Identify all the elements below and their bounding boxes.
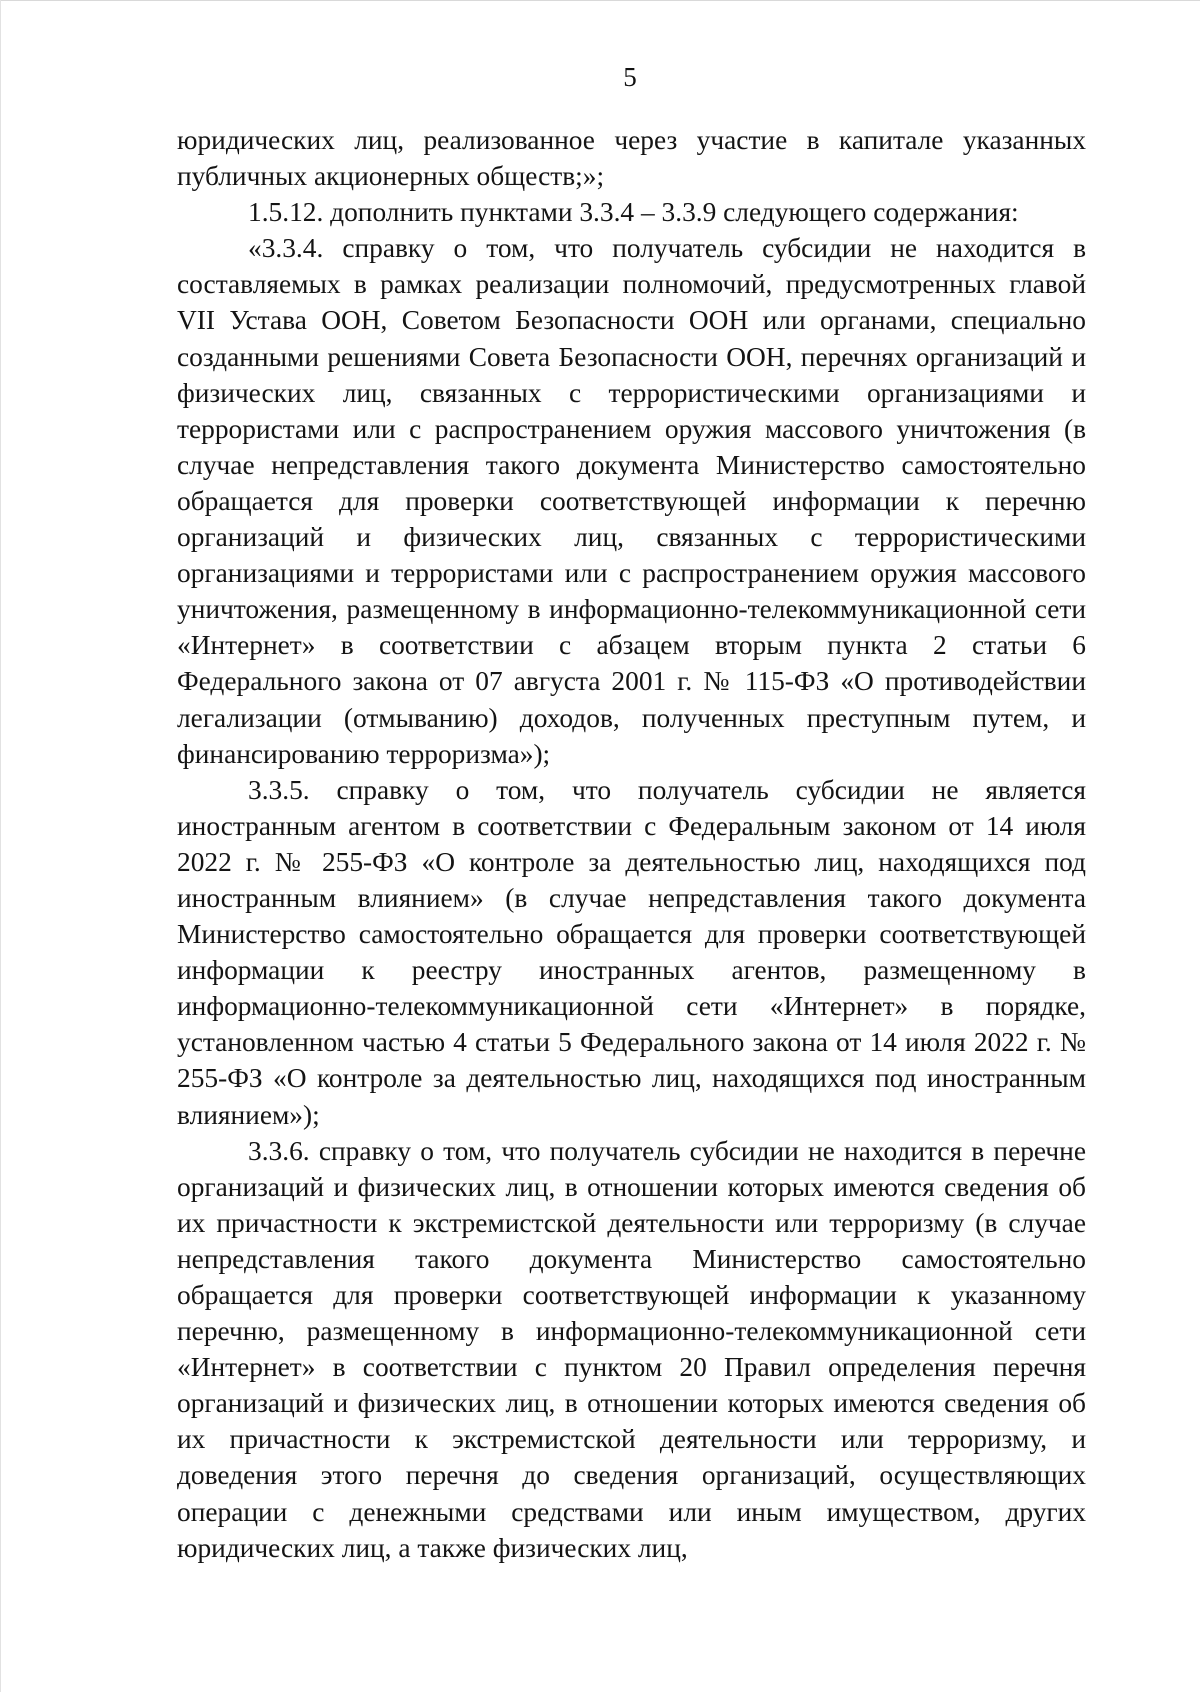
scan-edge bbox=[0, 0, 1200, 1]
scan-edge bbox=[0, 0, 1, 1692]
page-number: 5 bbox=[623, 62, 637, 92]
paragraph-3-3-6: 3.3.6. справку о том, что получатель субсидии не находится в перечне организаций и физических лиц, в отношении которых имеются сведения об их причастности к экстремистской деятельности или терроризму (в случае непредставления такого документа Министерство самостоятельно обращается для проверки соответствующей информации к указанному перечню, размещенному в информационно-телекоммуникационной сети «Интернет» в соответствии с пунктом 20 Правил определения перечня организаций и физических лиц, в отношении которых имеются сведения об их причастности к экстремистской деятельности или терроризму, и доведения этого перечня до сведения организаций, осуществляющих операции с денежными средствами или иным имуществом, других юридических лиц, а также физических лиц, bbox=[177, 1135, 1086, 1563]
paragraph-3-3-5: 3.3.5. справку о том, что получатель субсидии не является иностранным агентом в соответствии с Федеральным законом от 14 июля 2022 г. № 255-ФЗ «О контроле за деятельностью лиц, находящихся под иностранным влиянием» (в случае непредставления такого документа Министерство самостоятельно обращается для проверки соответствующей информации к реестру иностранных агентов, размещенному в информационно-телекоммуникационной сети «Интернет» в порядке, установленном частью 4 статьи 5 Федерального закона от 14 июля 2022 г. № 255-ФЗ «О контроле за деятельностью лиц, находящихся под иностранным влиянием»); bbox=[177, 774, 1086, 1130]
document-body bbox=[177, 122, 1086, 1566]
paragraph-3-3-4: «3.3.4. справку о том, что получатель субсидии не находится в составляемых в рамках реализации полномочий, предусмотренных главой VII Устава ООН, Советом Безопасности ООН или органами, специально созданными решениями Совета Безопасности ООН, перечнях организаций и физических лиц, связанных с террористическими организациями и террористами или с распространением оружия массового уничтожения (в случае непредставления такого документа Министерство самостоятельно обращается для проверки соответствующей информации к перечню организаций и физических лиц, связанных с террористическими организациями и террористами или с распространением оружия массового уничтожения, размещенному в информационно-телекоммуникационной сети «Интернет» в соответствии с абзацем вторым пункта 2 статьи 6 Федерального закона от 07 августа 2001 г. № 115-ФЗ «О противодействии легализации (отмыванию) доходов, полученных преступным путем, и финансированию терроризма»); bbox=[177, 233, 1086, 769]
paragraph-continuation: юридических лиц, реализованное через участие в капитале указанных публичных акционерных обществ;»; bbox=[177, 125, 1086, 192]
paragraph-amendment-1-5-12: 1.5.12. дополнить пунктами 3.3.4 – 3.3.9 следующего содержания: bbox=[248, 197, 1019, 228]
